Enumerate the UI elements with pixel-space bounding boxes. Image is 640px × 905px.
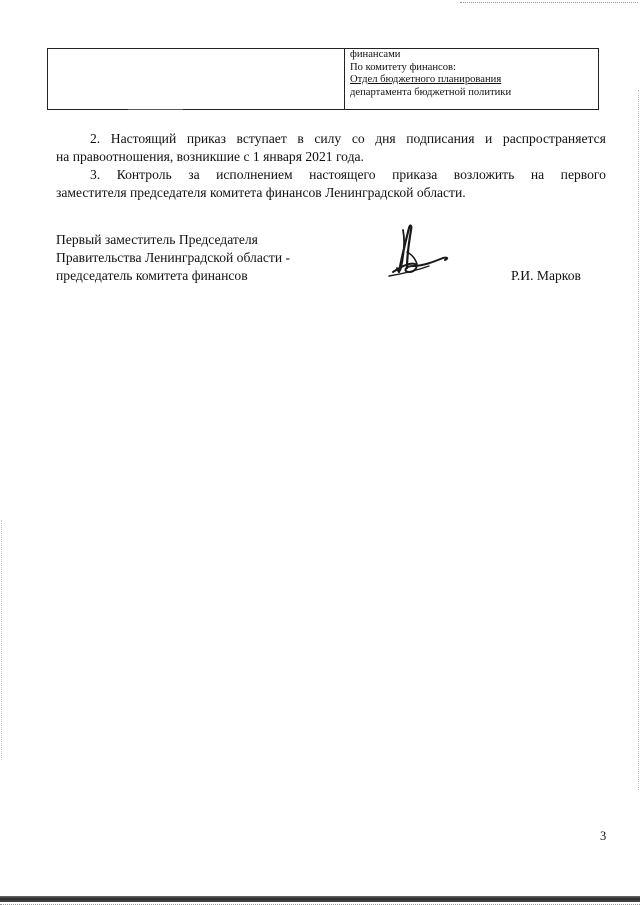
table-cell-right <box>350 49 598 99</box>
word: 2. <box>90 131 101 146</box>
word: на <box>530 167 545 182</box>
scan-edge-left <box>1 520 2 760</box>
word: 3. <box>90 167 101 182</box>
paragraph-3-line-2: заместителя председателя комитета финансов Ленинградской области. <box>56 185 466 200</box>
word: Контроль <box>116 167 172 182</box>
table-cell-left <box>48 49 345 109</box>
word: настоящего <box>309 167 376 182</box>
table-cell-line: По комитету финансов: <box>350 61 456 73</box>
signatory-position-line: Правительства Ленинградской области - <box>56 250 291 265</box>
word: первого <box>560 167 606 182</box>
table-cell-line: Отдел бюджетного планирования <box>350 74 502 86</box>
signatory-position-line: Первый заместитель Председателя <box>56 232 258 247</box>
word: вступает <box>236 131 287 146</box>
scan-edge-right <box>638 90 639 790</box>
paragraph-2-line-2: на правоотношения, возникшие с 1 января 2021 года. <box>56 149 364 164</box>
signatory-position <box>56 231 290 285</box>
word: силу <box>314 131 342 146</box>
word: возложить <box>453 167 515 182</box>
word: в <box>297 131 304 146</box>
paragraph-3-line-1 <box>56 166 606 184</box>
table-fragment <box>47 48 599 110</box>
table-cell-line: финансами <box>350 49 401 60</box>
scan-edge-bottom <box>0 896 640 902</box>
paragraph-2-line-1 <box>56 130 606 148</box>
word: приказа <box>392 167 438 182</box>
word: со <box>351 131 365 146</box>
word: приказ <box>186 131 226 146</box>
page-number: 3 <box>600 829 607 843</box>
table-cell-line: департамента бюджетной политики <box>350 86 512 98</box>
signatory-position-line: председатель комитета финансов <box>56 268 248 283</box>
word: за <box>188 167 200 182</box>
word: и <box>485 131 493 146</box>
word: дня <box>375 131 396 146</box>
word: подписания <box>406 131 475 146</box>
handwritten-signature <box>385 222 455 280</box>
word: распространяется <box>502 131 606 146</box>
table-cell-underline <box>128 109 183 110</box>
word: исполнением <box>216 167 293 182</box>
paragraph-2 <box>56 130 606 166</box>
signatory-name: Р.И. Марков <box>511 268 581 283</box>
scan-edge-top <box>460 2 638 3</box>
paragraph-3 <box>56 166 606 202</box>
word: Настоящий <box>110 131 177 146</box>
